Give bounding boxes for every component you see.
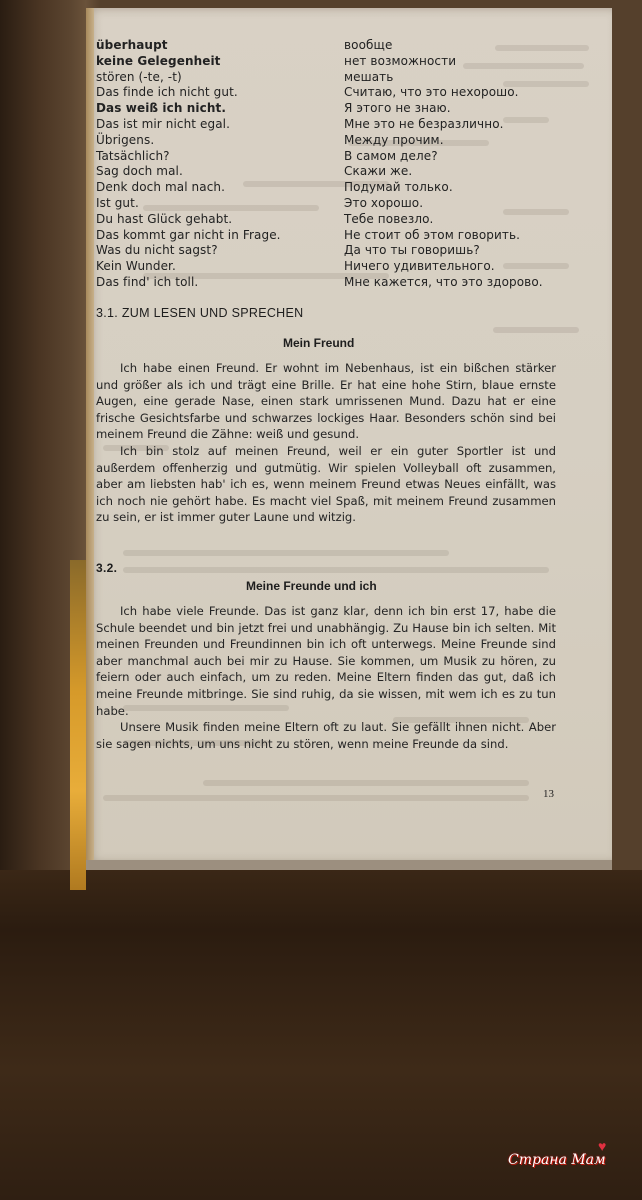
german-phrase: Du hast Glück gehabt. (96, 211, 233, 226)
russian-translation: Ничего удивительного. (344, 259, 495, 274)
russian-translation: Мне это не безразлично. (344, 116, 504, 131)
vocabulary-row (96, 38, 566, 54)
vocabulary-row (96, 54, 566, 70)
german-phrase: Das finde ich nicht gut. (96, 85, 238, 100)
german-phrase: Übrigens. (96, 132, 155, 147)
vocabulary-row (96, 212, 566, 228)
russian-translation: Подумай только. (344, 180, 453, 195)
german-phrase: überhaupt (96, 38, 168, 52)
section-heading-3-1: 3.1. ZUM LESEN UND SPRECHEN (96, 306, 304, 320)
vocabulary-row (96, 275, 566, 291)
russian-translation: Не стоит об этом говорить. (344, 227, 521, 242)
russian-translation: Считаю, что это нехорошо. (344, 85, 519, 100)
german-phrase: Das find' ich toll. (96, 274, 199, 289)
russian-translation: В самом деле? (344, 148, 438, 163)
book-cover-edge (70, 560, 86, 890)
heart-icon: ♥ (598, 1140, 607, 1155)
paragraph: Ich habe viele Freunde. Das ist ganz klar, denn ich bin erst 17, habe die Schule beendet und bin jetzt frei und unabhängig. Zu Hause bin ich selten. Mit meinen Freunden und Freundinnen bin ich oft unterwegs. Meine Freunde sind aber manchmal auch bei mir zu Hause. Sie kommen, um Musik zu hören, zu feiern oder auch einfach, um zu reden. Meine Eltern finden das gut, daß ich meine Freunde mitbringe. Sie sind ruhig, da sie wissen, mit wem ich es zu tun habe. (96, 604, 556, 718)
german-phrase: Tatsächlich? (96, 148, 170, 163)
text-mein-freund (96, 360, 556, 526)
vocabulary-row (96, 196, 566, 212)
german-phrase: Kein Wunder. (96, 259, 176, 274)
vocabulary-row (96, 164, 566, 180)
paragraph: Ich bin stolz auf meinen Freund, weil er ein guter Sportler ist und außerdem offenherzig und gutmütig. Wir spielen Volleyball oft zusammen, aber am liebsten hab' ich es, wenn meinem Freund etwas Neues einfällt, was ich noch nie gehört habe. Es macht viel Spaß, mit meinem Freund zusammen zu sein, er ist immer guter Laune und witzig. (96, 443, 556, 525)
russian-translation: Я этого не знаю. (344, 101, 451, 116)
section-heading-3-2: 3.2. (96, 561, 118, 575)
vocabulary-row (96, 180, 566, 196)
vocabulary-list (96, 38, 566, 291)
site-watermark: Страна Мам (508, 1152, 606, 1168)
text-meine-freunde (96, 603, 556, 752)
russian-translation: вообще (344, 38, 393, 52)
german-phrase: Das ist mir nicht egal. (96, 116, 231, 131)
page-number: 13 (543, 788, 554, 800)
russian-translation: нет возможности (344, 53, 457, 68)
vocabulary-row (96, 259, 566, 275)
paragraph: Unsere Musik finden meine Eltern oft zu laut. Sie gefällt ihnen nicht. Aber sie sagen nichts, um uns nicht zu stören, wenn meine Freunde da sind. (96, 720, 556, 751)
german-phrase: Ist gut. (96, 195, 139, 210)
scan-dark-area (0, 870, 642, 1200)
german-phrase: Denk doch mal nach. (96, 180, 226, 195)
russian-translation: Тебе повезло. (344, 211, 434, 226)
russian-translation: Да что ты говоришь? (344, 243, 480, 258)
vocabulary-row (96, 117, 566, 133)
german-phrase: Das kommt gar nicht in Frage. (96, 227, 281, 242)
german-phrase: keine Gelegenheit (96, 53, 221, 68)
german-phrase: Das weiß ich nicht. (96, 101, 226, 116)
paragraph: Ich habe einen Freund. Er wohnt im Nebenhaus, ist ein bißchen stärker und größer als ich und trägt eine Brille. Er hat eine hohe Stirn, blaue ernste Augen, eine gerade Nase, einen stark umrissenen Mund. Dazu hat er eine frische Gesichtsfarbe und schwarzes lockiges Haar. Besonders schön sind bei meinem Freund die Zähne: weiß und gesund. (96, 361, 556, 442)
title-mein-freund: Mein Freund (283, 336, 355, 350)
vocabulary-row (96, 149, 566, 165)
german-phrase: Was du nicht sagst? (96, 243, 218, 258)
vocabulary-row (96, 70, 566, 86)
german-phrase: Sag doch mal. (96, 164, 183, 179)
russian-translation: Скажи же. (344, 164, 413, 179)
russian-translation: Это хорошо. (344, 195, 424, 210)
title-meine-freunde: Meine Freunde und ich (246, 579, 377, 593)
vocabulary-row (96, 85, 566, 101)
russian-translation: мешать (344, 69, 394, 84)
vocabulary-row (96, 101, 566, 117)
vocabulary-row (96, 228, 566, 244)
vocabulary-row (96, 243, 566, 259)
german-phrase: stören (-te, -t) (96, 69, 182, 84)
russian-translation: Между прочим. (344, 132, 444, 147)
vocabulary-row (96, 133, 566, 149)
russian-translation: Мне кажется, что это здорово. (344, 274, 543, 289)
